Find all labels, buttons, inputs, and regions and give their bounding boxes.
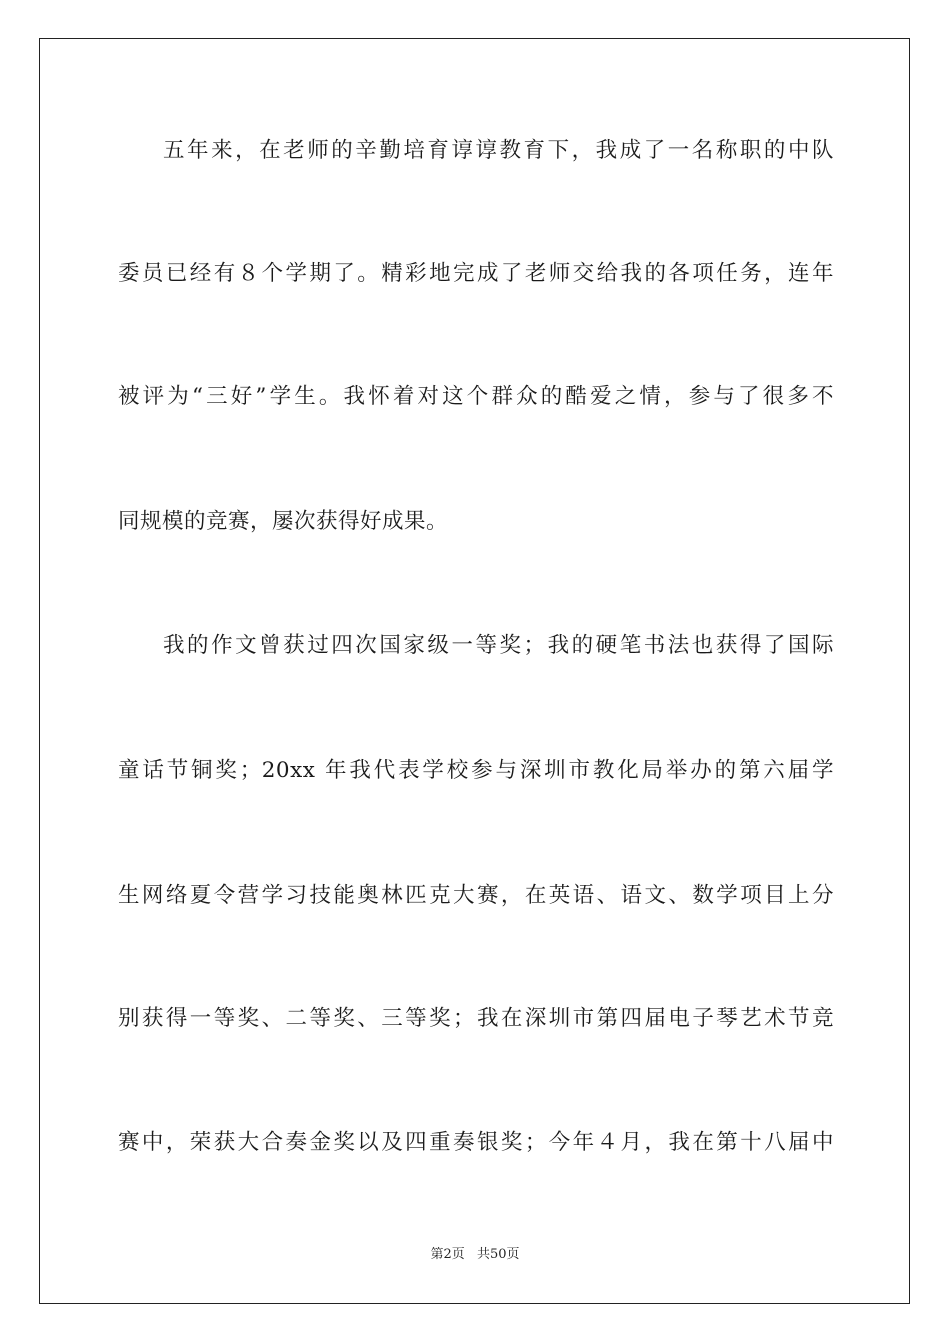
paragraph-2-line-3: 生网络夏令营学习技能奥林匹克大赛，在英语、语文、数学项目上分 [118, 883, 834, 908]
page-number: 第2页 [430, 1247, 465, 1262]
paragraph-1-line-2: 委员已经有８个学期了。精彩地完成了老师交给我的各项任务，连年 [118, 261, 834, 286]
paragraph-2-line-1: 我的作文曾获过四次国家级一等奖；我的硬笔书法也获得了国际 [163, 633, 834, 658]
page-footer [0, 1246, 950, 1264]
paragraph-1-line-1: 五年来，在老师的辛勤培育谆谆教育下，我成了一名称职的中队 [163, 138, 834, 163]
page-border [39, 38, 910, 1304]
paragraph-2-line-5: 赛中，荣获大合奏金奖以及四重奏银奖；今年４月，我在第十八届中 [118, 1130, 834, 1155]
paragraph-2-line-4: 别获得一等奖、二等奖、三等奖；我在深圳市第四届电子琴艺术节竞 [118, 1006, 834, 1031]
paragraph-1-line-4: 同规模的竞赛，屡次获得好成果。 [118, 509, 449, 534]
paragraph-2-line-2: 童话节铜奖；20xx 年我代表学校参与深圳市教化局举办的第六届学 [118, 758, 834, 783]
total-pages: 共50页 [476, 1247, 520, 1262]
paragraph-1-line-3: 被评为“三好”学生。我怀着对这个群众的酷爱之情，参与了很多不 [118, 384, 834, 409]
